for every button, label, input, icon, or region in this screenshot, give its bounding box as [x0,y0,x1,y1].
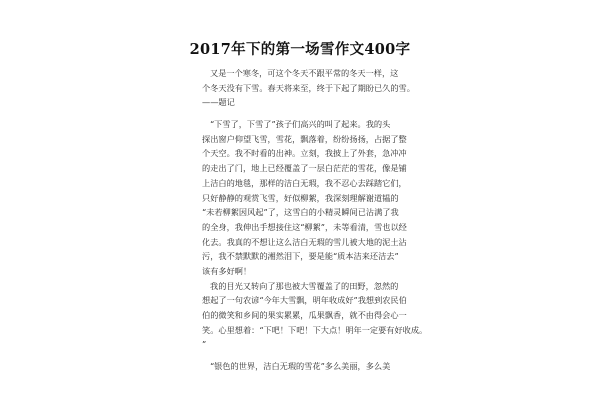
text-line: 的走出了门，地上已经覆盖了一层白茫茫的雪花，像是铺 [202,163,407,174]
text-line: 该有多好啊！ [202,265,252,276]
text-line: 化去。我真的不想让这么洁白无瑕的雪儿被大地的泥土沾 [202,236,407,247]
text-line: 我的目光又转向了那也被大雪覆盖了的田野，忽然的 [210,280,399,291]
document-title: 2017年下的第一场雪作文400字 [189,41,411,58]
paragraph-gap [202,352,404,359]
text-line: 探出窗户仰望飞雪，雪花，飘落着，纷纷扬扬，占据了整 [202,133,407,144]
text-line: 只好静静的观赏飞雪，好似柳絮，我深刻理解谢道韫的 [202,192,399,203]
text-line: ——题记 [202,97,235,108]
text-line: 的全身，我伸出手想接住这“柳絮”，未等看清，雪也以经 [202,221,407,232]
text-line: 个天空。我不时看的出神。立刻，我披上了外套，急冲冲 [202,148,407,159]
document-body [202,66,428,374]
paragraph-gap [202,110,404,117]
text-line: ” [202,339,207,350]
text-line: “下雪了，下雪了”孩子们高兴的叫了起来。我的头 [210,119,391,130]
text-line: 上洁白的地毯，那样的洁白无瑕，我不忍心去踩踏它们， [202,177,407,188]
text-line: 笑。心里想着：“下吧！下吧！下大点！明年一定要有好收成。 [202,324,428,335]
text-line: 伯的微笑和乡间的果实累累，瓜果飘香，就不由得会心一 [202,310,407,320]
text-line: 个冬天没有下雪。春天将来至，终于下起了期盼已久的雪。 [202,82,415,93]
text-line: “银色的世界，洁白无瑕的雪花”多么美丽，多么美 [210,361,391,372]
text-line: “未若柳絮因风起”了，这雪白的小精灵瞬间已沾满了我 [202,207,399,218]
text-line: 污，我不禁默默的湘然泪下，要是能“质本洁来还洁去” [202,251,399,262]
text-line: 想起了一句农谚“今年大雪飘，明年收成好”我想到农民伯 [202,295,407,306]
text-line: 又是一个寒冬，可这个冬天不跟平常的冬天一样，这 [210,68,399,78]
